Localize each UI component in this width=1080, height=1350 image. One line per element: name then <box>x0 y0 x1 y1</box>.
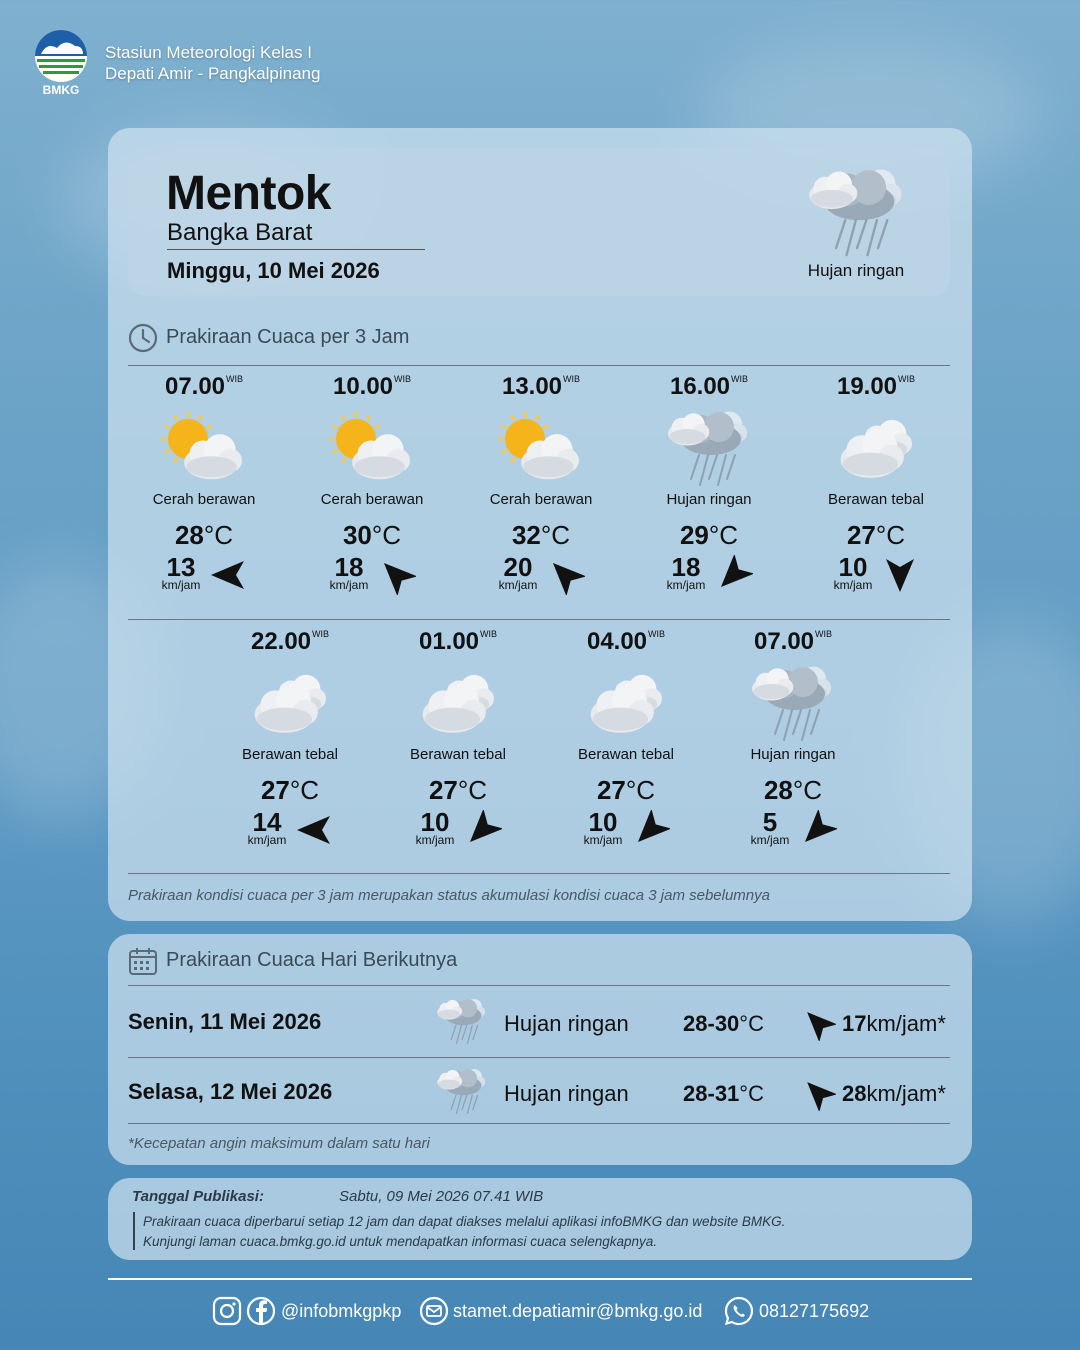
wind-direction-icon <box>713 555 753 595</box>
current-condition: Hujan ringan <box>807 261 905 280</box>
publication-date: Sabtu, 09 Mei 2026 07.41 WIB <box>339 1188 544 1205</box>
daily-title: Prakiraan Cuaca Hari Berikutnya <box>166 949 458 971</box>
wind-direction-icon <box>630 810 670 850</box>
divider <box>167 249 425 250</box>
hourly-slot <box>206 628 374 852</box>
slot-temperature <box>625 520 793 551</box>
publication-line2: Kunjungi laman cuaca.bmkg.go.id untuk mendapatkan informasi cuaca selengkapnya. <box>143 1234 658 1249</box>
slot-time <box>288 373 456 401</box>
temperature-unit: °C <box>875 520 906 550</box>
slot-condition: Cerah berawan <box>152 491 256 508</box>
slot-time <box>542 628 710 656</box>
timezone-label: WIB <box>480 629 498 639</box>
wind-direction-icon <box>797 810 837 850</box>
quote-bar <box>133 1212 135 1250</box>
wind-speed: 13 <box>166 552 196 582</box>
day-condition: Hujan ringan <box>504 1081 629 1106</box>
wind-unit: km/jam <box>583 833 623 847</box>
slot-temperature <box>206 775 374 806</box>
partly-cloudy-icon <box>493 409 589 487</box>
slot-condition: Berawan tebal <box>828 491 924 508</box>
temperature-unit: °C <box>625 775 656 805</box>
slot-time <box>709 628 877 656</box>
logo-text: BMKG <box>42 83 80 97</box>
day-row <box>128 987 950 1057</box>
divider <box>128 619 950 620</box>
slot-time <box>457 373 625 401</box>
day-wind <box>842 1011 946 1037</box>
temperature-value: 27 <box>428 775 458 805</box>
wind-speed: 10 <box>420 807 450 837</box>
daily-note: *Kecepatan angin maksimum dalam satu hari <box>128 1135 430 1152</box>
slot-wind <box>120 553 288 597</box>
wind-direction-icon <box>880 555 920 595</box>
day-date: Selasa, 12 Mei 2026 <box>128 1079 333 1104</box>
divider <box>128 365 950 366</box>
publication-line1: Prakiraan cuaca diperbarui setiap 12 jam dan dapat diakses melalui aplikasi infoBMKG dan website BMKG. <box>143 1214 786 1229</box>
slot-temperature <box>374 775 542 806</box>
slot-time-value: 13.00 <box>501 373 563 400</box>
wind-unit: km/jam <box>329 578 369 592</box>
wind-direction-icon <box>800 1005 836 1041</box>
bmkg-logo <box>33 28 89 98</box>
temperature-unit: °C <box>371 520 402 550</box>
slot-temperature <box>709 775 877 806</box>
overcast-icon <box>242 664 338 742</box>
temperature-value: 27 <box>596 775 626 805</box>
slot-temperature <box>288 520 456 551</box>
station-line1: Stasiun Meteorologi Kelas I <box>105 43 312 62</box>
station-name <box>105 42 320 84</box>
slot-wind <box>374 808 542 852</box>
day-temperature: 28-30°C <box>683 1011 764 1036</box>
wind-speed: 20 <box>503 552 533 582</box>
slot-time-value: 04.00 <box>586 628 648 655</box>
overcast-icon <box>410 664 506 742</box>
slot-time-value: 01.00 <box>418 628 480 655</box>
temperature-unit: °C <box>540 520 571 550</box>
phone-number[interactable]: 08127175692 <box>759 1301 870 1321</box>
timezone-label: WIB <box>563 374 581 384</box>
partly-cloudy-icon <box>156 409 252 487</box>
city-name: Mentok <box>166 167 331 220</box>
slot-time-value: 10.00 <box>332 373 394 400</box>
temperature-value: 29 <box>679 520 709 550</box>
temperature-value: 28 <box>174 520 204 550</box>
slot-condition: Berawan tebal <box>578 746 674 763</box>
wind-speed: 18 <box>334 552 364 582</box>
wind-direction-icon <box>208 555 248 595</box>
hourly-forecast-panel <box>108 128 972 921</box>
calendar-icon <box>128 946 158 976</box>
divider <box>128 985 950 986</box>
timezone-label: WIB <box>394 374 412 384</box>
hourly-slot <box>457 373 625 597</box>
footer-divider <box>108 1278 972 1280</box>
wind-direction-icon <box>800 1075 836 1111</box>
wind-unit: km/jam <box>750 833 790 847</box>
temperature-unit: °C <box>289 775 320 805</box>
slot-condition: Hujan ringan <box>750 746 836 763</box>
hourly-slot <box>374 628 542 852</box>
divider <box>128 1123 950 1124</box>
location-card <box>128 148 950 296</box>
slot-condition: Cerah berawan <box>489 491 593 508</box>
day-wind <box>842 1081 946 1107</box>
overcast-icon <box>578 664 674 742</box>
hourly-slot <box>709 628 877 852</box>
slot-time <box>792 373 960 401</box>
hourly-note: Prakiraan kondisi cuaca per 3 jam merupakan status akumulasi kondisi cuaca 3 jam sebelumnya <box>128 887 770 904</box>
slot-temperature <box>120 520 288 551</box>
wind-direction-icon <box>376 555 416 595</box>
slot-time <box>625 373 793 401</box>
slot-time <box>206 628 374 656</box>
temperature-unit: °C <box>792 775 823 805</box>
whatsapp-icon[interactable] <box>724 1296 754 1326</box>
region-name: Bangka Barat <box>167 219 313 246</box>
slot-condition: Berawan tebal <box>410 746 506 763</box>
timezone-label: WIB <box>898 374 916 384</box>
publication-text <box>143 1212 785 1252</box>
wind-direction-icon <box>545 555 585 595</box>
timezone-label: WIB <box>312 629 330 639</box>
temp-min: 28 <box>683 1011 708 1036</box>
slot-time-value: 22.00 <box>250 628 312 655</box>
light-rain-icon <box>433 993 491 1049</box>
light-rain-icon <box>661 409 757 487</box>
slot-time-value: 07.00 <box>753 628 815 655</box>
slot-temperature <box>542 775 710 806</box>
timezone-label: WIB <box>226 374 244 384</box>
slot-condition: Cerah berawan <box>320 491 424 508</box>
temperature-value: 27 <box>260 775 290 805</box>
wind-unit: km/jam <box>833 578 873 592</box>
wind-unit: km/jam <box>247 833 287 847</box>
wind-speed: 14 <box>252 807 282 837</box>
slot-wind <box>792 553 960 597</box>
slot-time <box>120 373 288 401</box>
temp-max: 31 <box>714 1081 740 1106</box>
slot-temperature <box>457 520 625 551</box>
publication-label: Tanggal Publikasi: <box>132 1188 264 1205</box>
partly-cloudy-icon <box>324 409 420 487</box>
temperature-value: 32 <box>511 520 541 550</box>
wind-unit: km/jam* <box>866 1011 946 1036</box>
slot-wind <box>542 808 710 852</box>
slot-wind <box>206 808 374 852</box>
wind-unit: km/jam <box>161 578 201 592</box>
instagram-icon[interactable] <box>212 1296 242 1326</box>
wind-unit: km/jam <box>666 578 706 592</box>
temperature-value: 28 <box>763 775 793 805</box>
temperature-value: 27 <box>846 520 876 550</box>
clock-icon <box>128 323 158 353</box>
slot-time <box>374 628 542 656</box>
hourly-slot <box>120 373 288 597</box>
temp-unit: °C <box>739 1011 764 1036</box>
temp-unit: °C <box>739 1081 764 1106</box>
social-handle[interactable]: @infobmkgpkp <box>281 1301 402 1321</box>
day-row <box>128 1057 950 1127</box>
temperature-value: 30 <box>342 520 372 550</box>
wind-speed: 18 <box>671 552 701 582</box>
wind-unit: km/jam <box>415 833 455 847</box>
day-temperature: 28-31°C <box>683 1081 764 1106</box>
timezone-label: WIB <box>731 374 749 384</box>
publication-panel <box>108 1178 972 1260</box>
slot-wind <box>288 553 456 597</box>
temp-min: 28 <box>683 1081 708 1106</box>
wind-speed: 5 <box>762 807 778 837</box>
slot-time-value: 16.00 <box>669 373 731 400</box>
facebook-icon[interactable] <box>246 1296 276 1326</box>
temperature-unit: °C <box>203 520 234 550</box>
hourly-title: Prakiraan Cuaca per 3 Jam <box>166 326 410 348</box>
daily-forecast-panel <box>108 934 972 1165</box>
slot-wind <box>625 553 793 597</box>
wind-speed: 28 <box>842 1081 867 1106</box>
email-address[interactable]: stamet.depatiamir@bmkg.go.id <box>453 1301 703 1321</box>
slot-temperature <box>792 520 960 551</box>
temp-max: 30 <box>714 1011 740 1036</box>
temperature-unit: °C <box>708 520 739 550</box>
wind-speed: 10 <box>588 807 618 837</box>
overcast-icon <box>828 409 924 487</box>
footer <box>0 1296 1080 1328</box>
timezone-label: WIB <box>648 629 666 639</box>
hourly-slot <box>542 628 710 852</box>
light-rain-icon <box>801 162 913 262</box>
day-date: Senin, 11 Mei 2026 <box>128 1009 322 1034</box>
forecast-date: Minggu, 10 Mei 2026 <box>167 258 380 283</box>
temperature-unit: °C <box>457 775 488 805</box>
light-rain-icon <box>433 1063 491 1119</box>
slot-wind <box>709 808 877 852</box>
light-rain-icon <box>745 664 841 742</box>
wind-direction-icon <box>462 810 502 850</box>
wind-speed: 17 <box>842 1011 867 1036</box>
slot-condition: Hujan ringan <box>666 491 752 508</box>
wind-speed: 10 <box>838 552 868 582</box>
hourly-slot <box>288 373 456 597</box>
slot-time-value: 19.00 <box>836 373 898 400</box>
day-condition: Hujan ringan <box>504 1011 629 1036</box>
slot-wind <box>457 553 625 597</box>
wind-unit: km/jam* <box>866 1081 946 1106</box>
email-icon[interactable] <box>419 1296 449 1326</box>
slot-condition: Berawan tebal <box>242 746 338 763</box>
divider <box>128 873 950 874</box>
wind-direction-icon <box>294 810 334 850</box>
hourly-slot <box>625 373 793 597</box>
hourly-slot <box>792 373 960 597</box>
slot-time-value: 07.00 <box>164 373 226 400</box>
wind-unit: km/jam <box>498 578 538 592</box>
timezone-label: WIB <box>815 629 833 639</box>
station-line2: Depati Amir - Pangkalpinang <box>105 64 321 83</box>
